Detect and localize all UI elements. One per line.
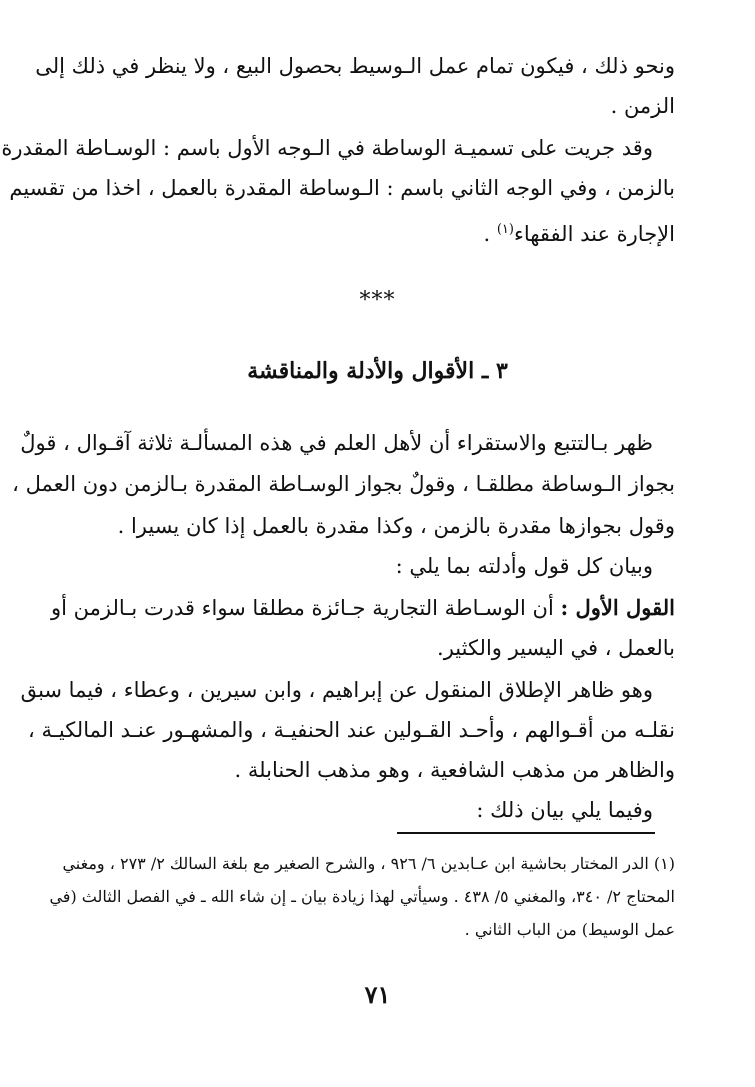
para4: وبيان كل قول وأدلته بما يلي : (395, 554, 653, 578)
para5-line1: وهو ظاهر الإطلاق المنقول عن إبراهيم ، وابن سيرين ، وعطاء ، فيما سبق (20, 678, 653, 702)
para2-line3 (80, 210, 675, 254)
para2-line3-end: . (483, 222, 497, 246)
footnote-separator (397, 832, 655, 834)
first-opinion-line1 (51, 588, 675, 628)
first-opinion-text: أن الوسـاطة التجارية جـائزة مطلقا سواء قدرت بـالزمن أو (51, 596, 561, 620)
section-separator: *** (359, 288, 396, 313)
para3-line3: وقول بجوازها مقدرة بالزمن ، وكذا مقدرة بالعمل إذا كان يسيرا . (117, 514, 675, 538)
footnote-line2: المحتاج ٢/ ٣٤٠، والمغني ٥/ ٤٣٨ . وسيأتي لهذا زيادة بيان ـ إن شاء الله ـ في الفصل الثالث (في (49, 887, 675, 906)
first-opinion-label: القول الأول : (560, 595, 675, 620)
para2-line2: بالزمن ، وفي الوجه الثاني باسم : الـوساطة المقدرة بالعمل ، اخذا من تقسيم (9, 176, 675, 200)
para3-line2: بجواز الـوساطة مطلقـا ، وقولٌ بجواز الوسـاطة المقدرة بـالزمن دون العمل ، (12, 472, 675, 496)
para6: وفيما يلي بيان ذلك : (476, 798, 653, 822)
footnote-line3: عمل الوسيط) من الباب الثاني . (464, 920, 675, 939)
para2-line1: وقد جريت على تسميـة الوساطة في الـوجه الأول باسم : الوسـاطة المقدرة (1, 136, 653, 160)
footnote-ref: (١) (496, 222, 514, 237)
para5-line2: نقلـه من أقـوالهم ، وأحـد القـولين عند الحنفيـة ، والمشهـور عنـد المالكيـة ، (28, 718, 675, 742)
para2-line3-text: الإجارة عند الفقهاء (513, 222, 675, 246)
para1-line1: ونحو ذلك ، فيكون تمام عمل الـوسيط بحصول البيع ، ولا ينظر في ذلك إلى (35, 54, 675, 78)
first-opinion-line2: بالعمل ، في اليسير والكثير. (437, 636, 675, 660)
para5-line3: والظاهر من مذهب الشافعية ، وهو مذهب الحنابلة . (234, 758, 675, 782)
para1-line2: الزمن . (610, 94, 675, 118)
para3-line1: ظهر بـالتتبع والاستقراء أن لأهل العلم في هذه المسألـة ثلاثة آقـوال ، قولٌ (20, 431, 653, 455)
section-heading: ٣ ـ الأقوال والأدلة والمناقشة (247, 358, 508, 384)
footnote-line1: (١) الدر المختار بحاشية ابن عـابدين ٦/ ٩٢٦ ، والشرح الصغير مع بلغة السالك ٢/ ٢٧٣ ، ومغني (62, 854, 675, 873)
page-number: ٧١ (364, 980, 391, 1009)
